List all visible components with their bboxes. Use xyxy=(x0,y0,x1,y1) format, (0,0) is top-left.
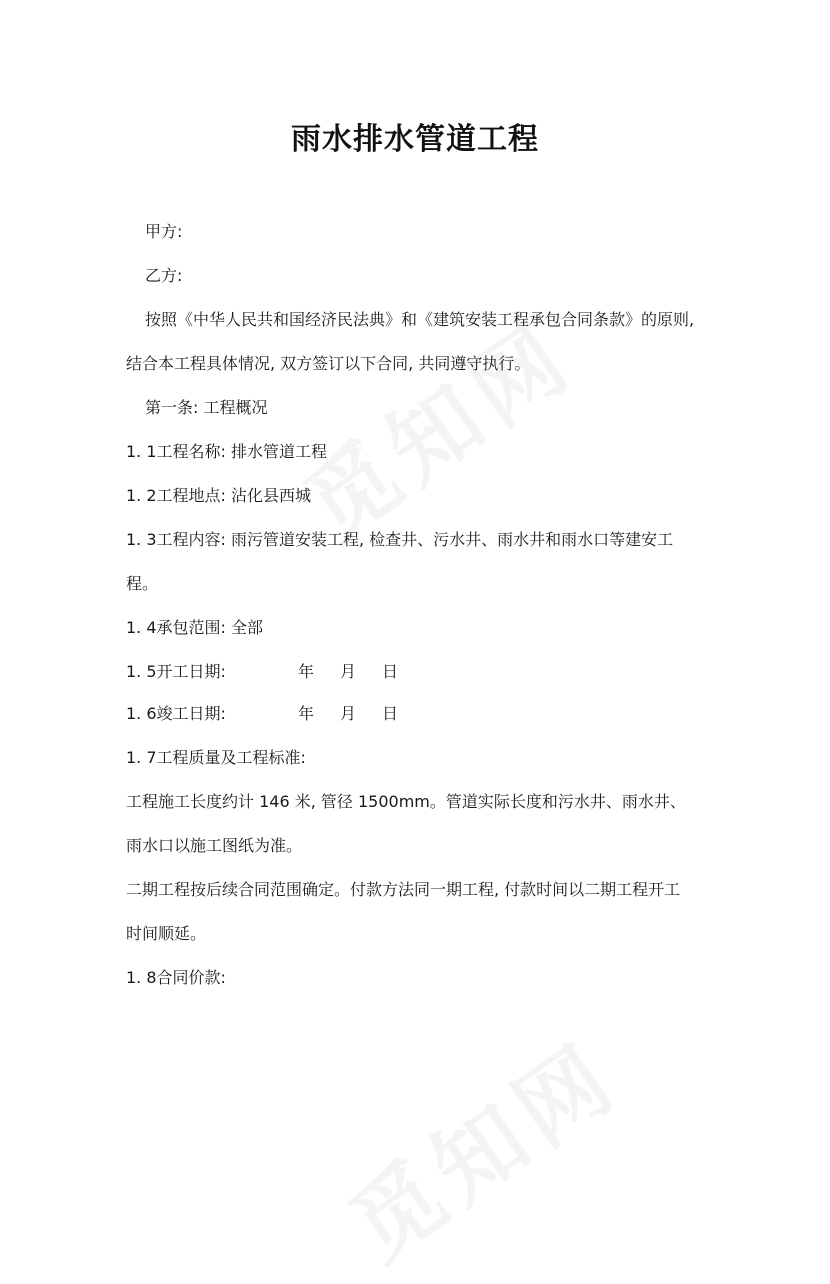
start-date-year: 年 xyxy=(297,662,314,681)
item-1-4: 1. 4承包范围: 全部 xyxy=(126,618,264,637)
document-title: 雨水排水管道工程 xyxy=(291,122,539,157)
start-date-month: 月 xyxy=(339,662,356,681)
phase2-paragraph-line-1: 二期工程按后续合同范围确定。付款方法同一期工程, 付款时间以二期工程开工 xyxy=(126,880,681,899)
watermark xyxy=(320,1006,640,1284)
phase2-paragraph-line-2: 时间顺延。 xyxy=(126,924,207,943)
item-1-1: 1. 1工程名称: 排水管道工程 xyxy=(126,442,328,461)
quality-paragraph-line-1: 工程施工长度约计 146 米, 管径 1500mm。管道实际长度和污水井、雨水井、 xyxy=(126,792,686,811)
item-1-7: 1. 7工程质量及工程标准: xyxy=(126,748,306,767)
intro-paragraph-line-2: 结合本工程具体情况, 双方签订以下合同, 共同遵守执行。 xyxy=(126,354,531,373)
quality-paragraph-line-2: 雨水口以施工图纸为准。 xyxy=(126,836,303,855)
item-1-3-line-2: 程。 xyxy=(126,574,159,593)
completion-date-label: 1. 6竣工日期: xyxy=(126,704,226,723)
completion-date-day: 日 xyxy=(381,704,398,723)
article-1-heading: 第一条: 工程概况 xyxy=(145,398,268,417)
item-1-8: 1. 8合同价款: xyxy=(126,968,226,987)
item-1-6 xyxy=(126,703,398,725)
intro-paragraph-line-1: 按照《中华人民共和国经济民法典》和《建筑安装工程承包合同条款》的原则, xyxy=(145,310,695,329)
completion-date-year: 年 xyxy=(297,704,314,723)
item-1-2: 1. 2工程地点: 沾化县西城 xyxy=(126,486,312,505)
start-date-label: 1. 5开工日期: xyxy=(126,662,226,681)
item-1-5 xyxy=(126,661,398,683)
item-1-3-line-1: 1. 3工程内容: 雨污管道安装工程, 检查井、污水井、雨水井和雨水口等建安工 xyxy=(126,530,674,549)
party-b-line: 乙方: xyxy=(145,266,183,285)
completion-date-month: 月 xyxy=(339,704,356,723)
party-a-line: 甲方: xyxy=(145,222,183,241)
start-date-day: 日 xyxy=(381,662,398,681)
